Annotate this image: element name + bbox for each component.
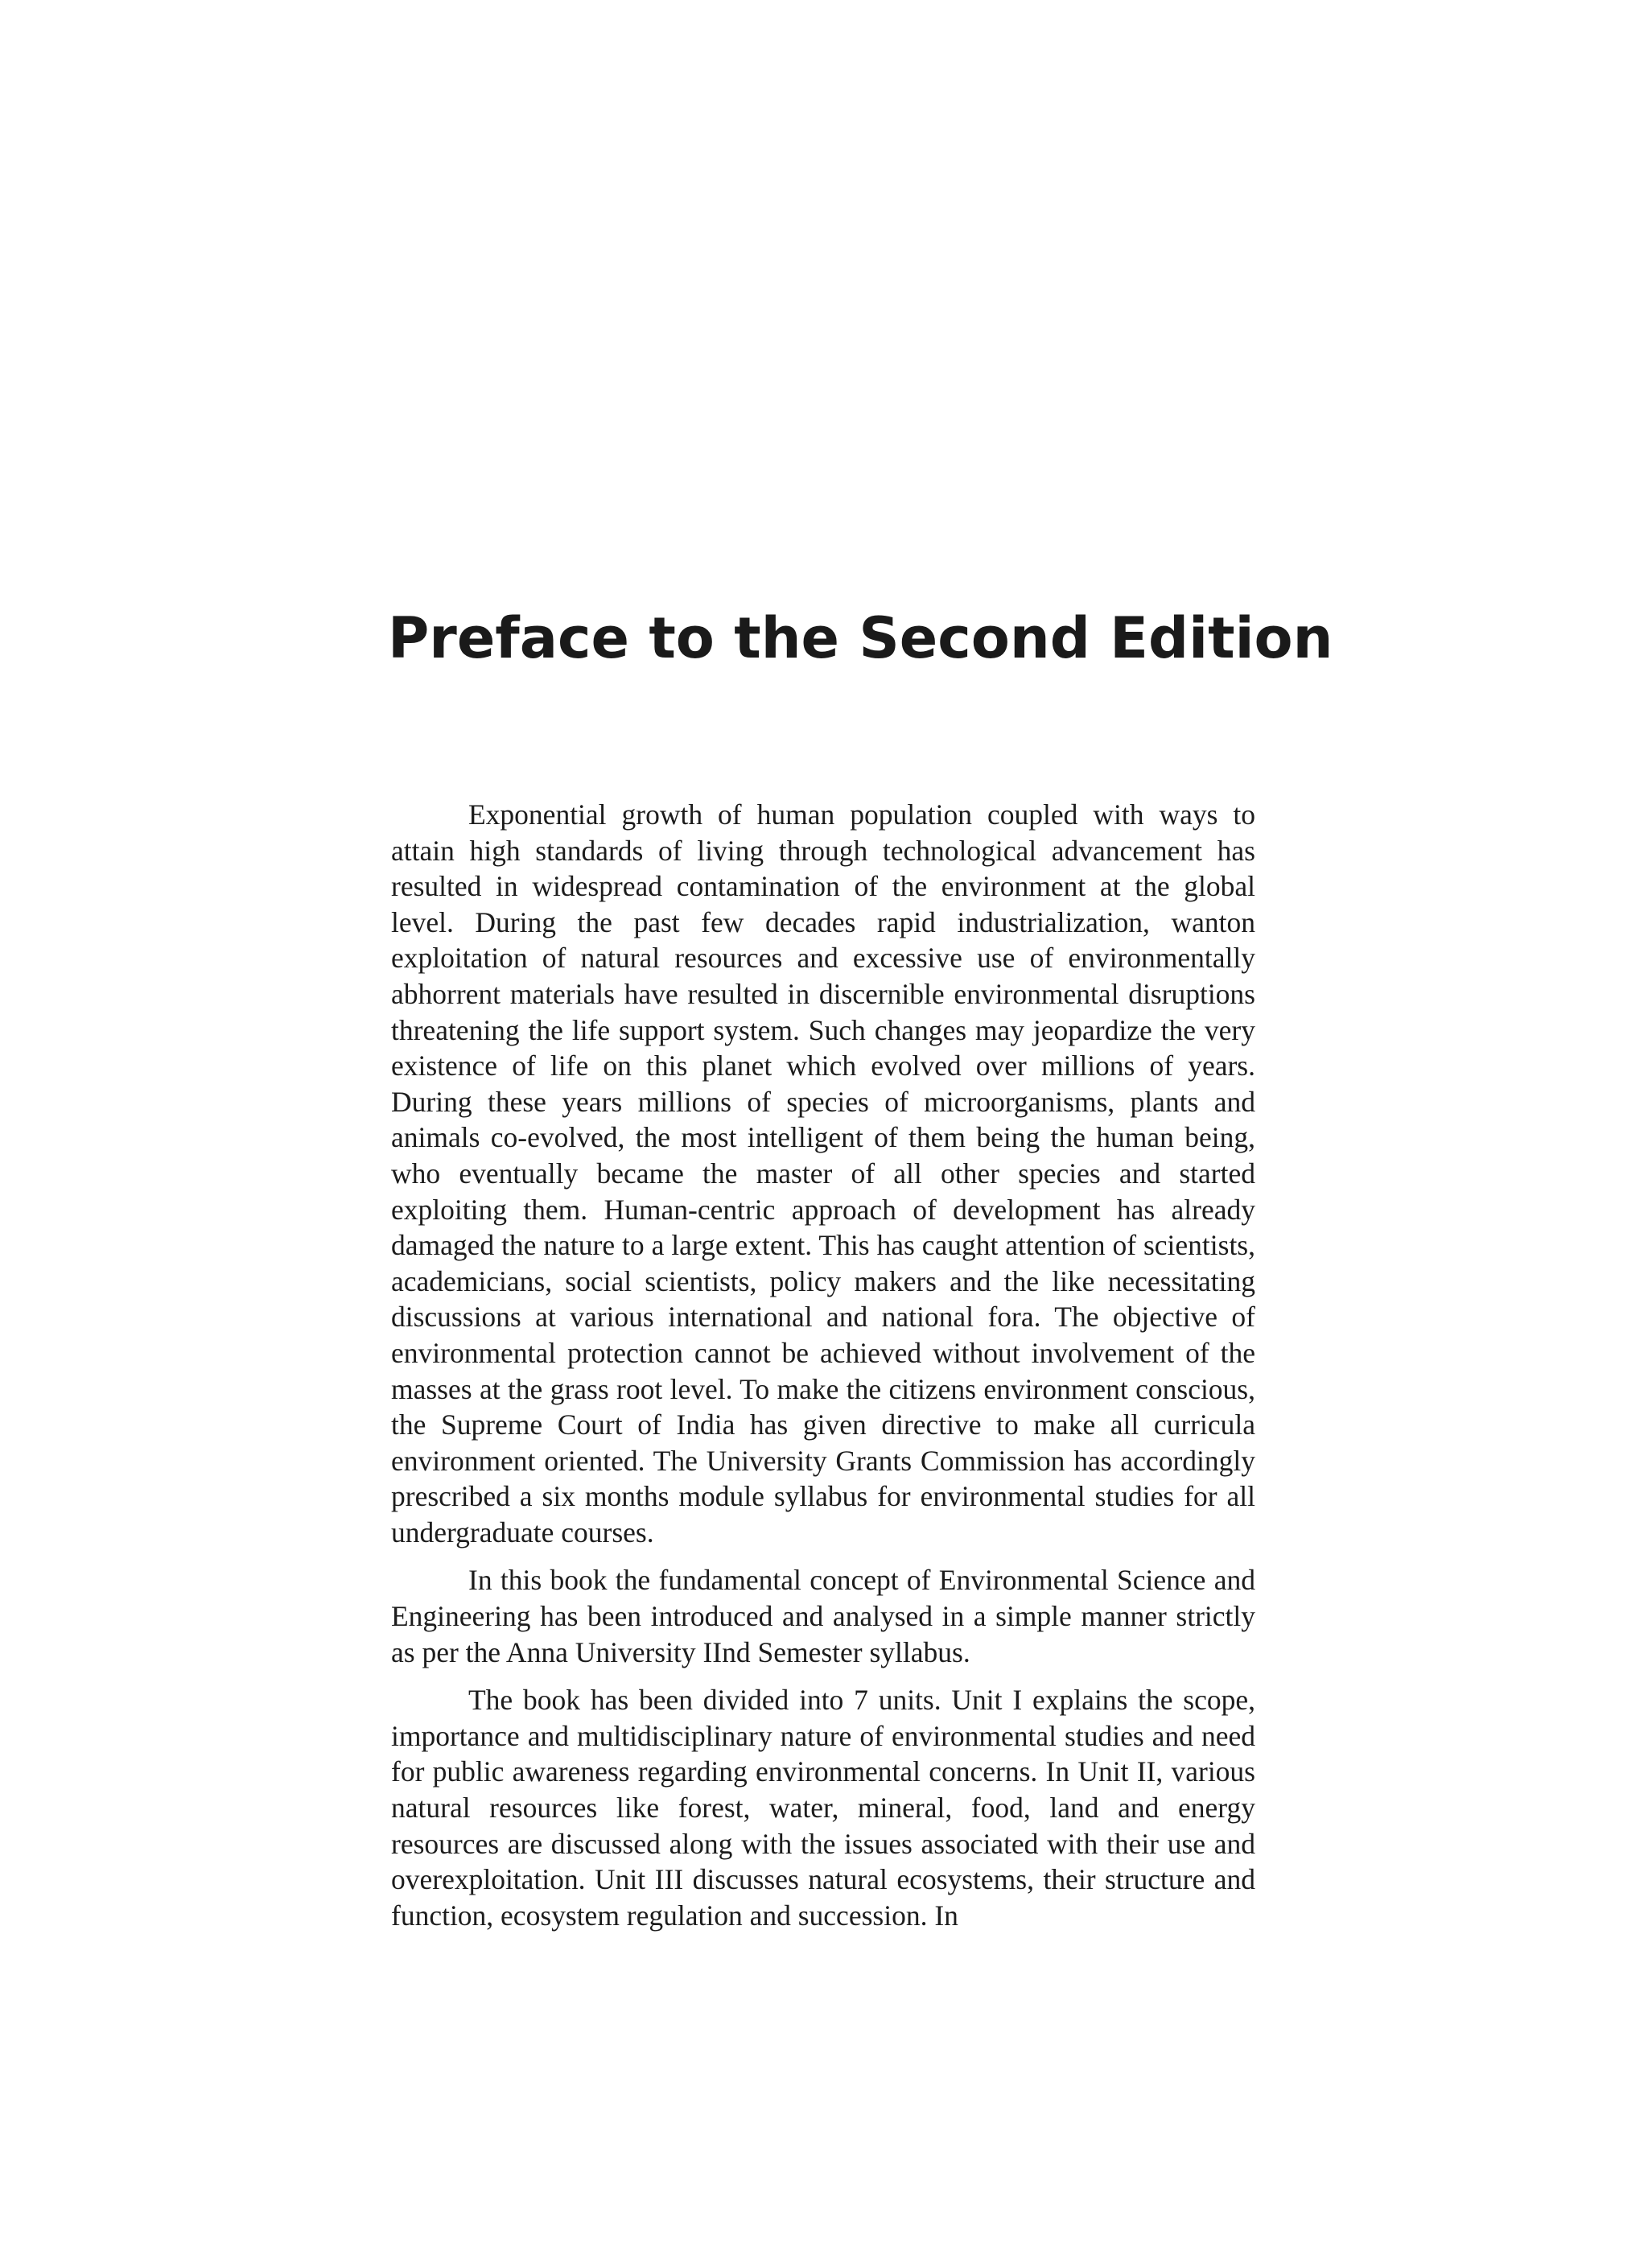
- page-title: Preface to the Second Edition: [388, 605, 1333, 671]
- paragraph-3: The book has been divided into 7 units. Unit I explains the scope, importance and multidisciplinary nature of environmental studies and need for public awareness regarding environmental concerns. In Unit II, various natural resources like forest, water, mineral, food, land and energy resources are discussed along with the issues associated with their use and overexploitation. Unit III discusses natural ecosystems, their structure and function, ecosystem regulation and succession. In: [391, 1684, 1255, 1932]
- paragraph-1: Exponential growth of human population coupled with ways to attain high standards of living through technological advancement has resulted in widespread contamination of the environment at the global level. During the past few decades rapid industrialization, wanton exploitation of natural resources and excessive use of environmentally abhorrent materials have resulted in discernible environmental disruptions threatening the life support system. Such changes may jeopardize the very existence of life on this planet which evolved over millions of years. During these years millions of species of microorganisms, plants and animals co-evolved, the most intelligent of them being the human being, who eventually became the master of all other species and started exploiting them. Human-centric approach of development has already damaged the nature to a large extent. This has caught attention of scientists, academicians, social scientists, policy makers and the like necessitating discussions at various international and national fora. The objective of environmental protection cannot be achieved without involvement of the masses at the grass root level. To make the citizens environment conscious, the Supreme Court of India has given directive to make all curricula environment oriented. The University Grants Commission has accordingly prescribed a six months module syllabus for environmental studies for all undergraduate courses.: [391, 798, 1255, 1548]
- paragraph-2: In this book the fundamental concept of Environmental Science and Engineering has been introduced and analysed in a simple manner strictly as per the Anna University IInd Semester syllabus.: [391, 1564, 1255, 1668]
- preface-body: [391, 797, 1255, 1945]
